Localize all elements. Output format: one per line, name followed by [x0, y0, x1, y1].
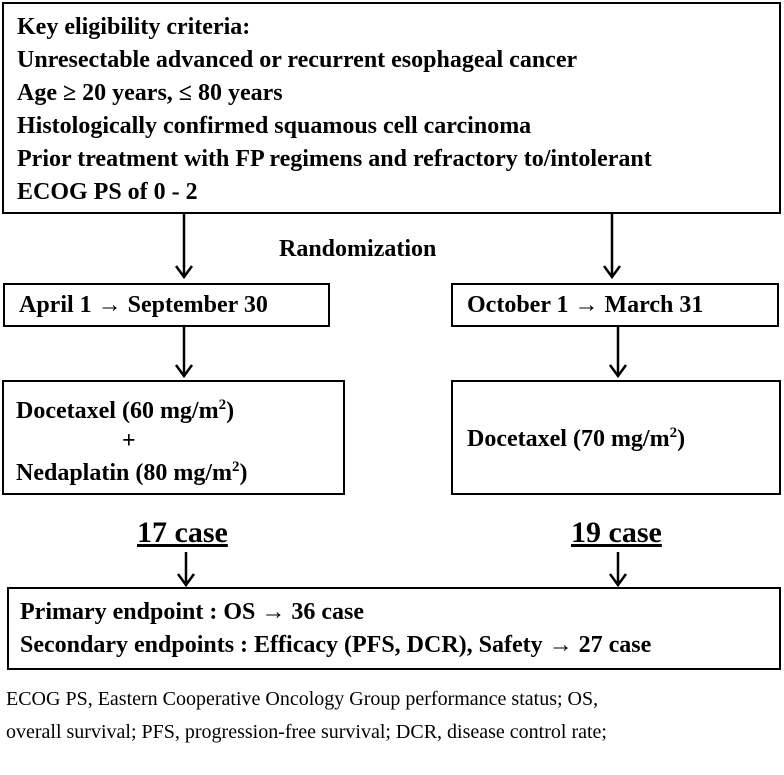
- arm-a-period: April 1 → September 30: [19, 292, 268, 318]
- criteria-item: Unresectable advanced or recurrent esophageal cancer: [17, 47, 578, 73]
- footnote-line: ECOG PS, Eastern Cooperative Oncology Group performance status; OS,: [6, 688, 599, 710]
- arrow-down-icon: [608, 552, 628, 588]
- arm-a-drug-1: Docetaxel (60 $mg/m^2$): [16, 397, 235, 424]
- arrow-down-icon: [176, 552, 196, 588]
- criteria-item: ECOG PS of 0 - 2: [17, 179, 198, 205]
- eligibility-criteria-box: [2, 2, 781, 214]
- arm-b-case-count: 19 case: [571, 516, 662, 549]
- primary-endpoint: Primary endpoint : OS → 36 case: [20, 599, 364, 625]
- criteria-heading: Key eligibility criteria:: [17, 14, 251, 40]
- arm-a-treatment-box: [2, 380, 345, 495]
- arm-b-drug-1: Docetaxel (70 $mg/m^2$): [467, 425, 686, 452]
- arrow-down-icon: [174, 327, 194, 379]
- criteria-item: Prior treatment with FP regimens and refractory to/intolerant: [17, 146, 652, 172]
- secondary-endpoints: Secondary endpoints : Efficacy (PFS, DCR), Safety → 27 case: [20, 632, 652, 658]
- plus-sign: +: [122, 428, 136, 454]
- arm-a-period-box: [3, 283, 330, 327]
- arrow-down-icon: [602, 214, 622, 280]
- arrow-down-icon: [608, 327, 628, 379]
- arm-b-period: October 1 → March 31: [467, 292, 704, 318]
- footnote-line: overall survival; PFS, progression-free survival; DCR, disease control rate;: [6, 721, 607, 743]
- arm-a-drug-2: Nedaplatin (80 $mg/m^2$): [16, 459, 248, 486]
- endpoints-box: [7, 587, 781, 670]
- criteria-item: Age ≥ 20 years, ≤ 80 years: [17, 80, 283, 106]
- arrow-down-icon: [174, 214, 194, 280]
- arm-b-treatment-box: [451, 380, 781, 495]
- criteria-item: Histologically confirmed squamous cell carcinoma: [17, 113, 532, 139]
- arm-a-case-count: 17 case: [137, 516, 228, 549]
- arm-b-period-box: [451, 283, 779, 327]
- randomization-label: Randomization: [279, 236, 437, 262]
